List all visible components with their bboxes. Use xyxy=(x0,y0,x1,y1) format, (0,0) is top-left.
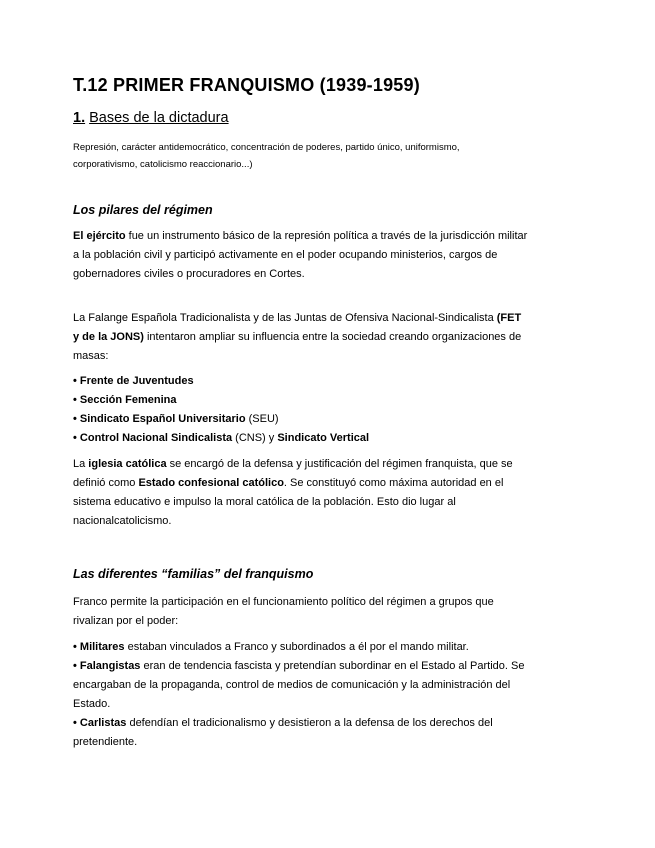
list-item xyxy=(73,372,528,391)
paragraph-ejercito xyxy=(73,227,528,284)
paragraph-familias-intro: Franco permite la participación en el funcionamiento político del régimen a grupos que rivalizan por el poder: xyxy=(73,596,494,627)
list-item xyxy=(73,638,528,657)
paragraph-falange xyxy=(73,309,528,366)
text-iglesia-post: . Se constituyó como máxima autoridad en el sistema educativo e impulso la moral católica de la población. Esto dio lugar al nacionalcatolicismo. xyxy=(73,477,504,527)
list-item xyxy=(73,391,528,410)
list-item-term: • Carlistas xyxy=(73,717,127,729)
organizaciones-list xyxy=(73,372,528,448)
list-item-text: defendían el tradicionalismo y desistieron a la defensa de los derechos del pretendiente. xyxy=(73,717,493,748)
paragraph-iglesia xyxy=(73,455,528,531)
subheading-familias: Las diferentes “familias” del franquismo xyxy=(73,567,314,581)
list-item-text: eran de tendencia fascista y pretendían subordinar en el Estado al Partido. Se encargaban de la propaganda, control de medios de comunicación y la administración del Estado. xyxy=(73,660,525,710)
term-iglesia: iglesia católica xyxy=(88,458,167,470)
term-ejercito: El ejército xyxy=(73,230,126,242)
subheading-pilares: Los pilares del régimen xyxy=(73,203,213,217)
list-item-text: estaban vinculados a Franco y subordinados a él por el mando militar. xyxy=(124,641,469,653)
list-item xyxy=(73,714,528,752)
list-item xyxy=(73,429,528,448)
section-heading xyxy=(73,110,229,126)
list-item-term: Sindicato Vertical xyxy=(277,432,370,444)
list-item-text: (CNS) y xyxy=(232,432,278,444)
list-item-term: • Sindicato Español Universitario xyxy=(73,413,246,425)
section-number: 1. xyxy=(73,110,86,126)
text-falange-pre: La Falange Española Tradicionalista y de las Juntas de Ofensiva Nacional-Sindicalista xyxy=(73,312,497,324)
familias-list xyxy=(73,638,528,752)
text-ejercito: fue un instrumento básico de la represión política a través de la jurisdicción militar a la población civil y participó activamente en el poder ocupando ministerios, cargos de gobernadores civiles o procuradores en Cortes. xyxy=(73,230,528,280)
list-item-term: • Falangistas xyxy=(73,660,141,672)
list-item xyxy=(73,657,528,714)
text-iglesia-pre: La xyxy=(73,458,89,470)
page-title: T.12 PRIMER FRANQUISMO (1939-1959) xyxy=(73,75,420,95)
list-item-text: (SEU) xyxy=(245,413,279,425)
term-estado-confesional: Estado confesional católico xyxy=(138,477,284,489)
list-item-term: • Frente de Juventudes xyxy=(73,375,194,387)
list-item-term: • Control Nacional Sindicalista xyxy=(73,432,233,444)
text-falange-post: intentaron ampliar su influencia entre la sociedad creando organizaciones de masas: xyxy=(73,331,522,362)
list-item-term: • Sección Femenina xyxy=(73,394,177,406)
term-fet-jons: (FET y de la JONS) xyxy=(73,312,522,343)
section-summary: Represión, carácter antidemocrático, concentración de poderes, partido único, uniformismo, corporativismo, catolicismo reaccionario...) xyxy=(73,142,460,170)
section-title: Bases de la dictadura xyxy=(89,110,229,126)
text-iglesia-mid: se encargó de la defensa y justificación del régimen franquista, que se definió como xyxy=(73,458,513,489)
list-item xyxy=(73,410,528,429)
list-item-term: • Militares xyxy=(73,641,125,653)
